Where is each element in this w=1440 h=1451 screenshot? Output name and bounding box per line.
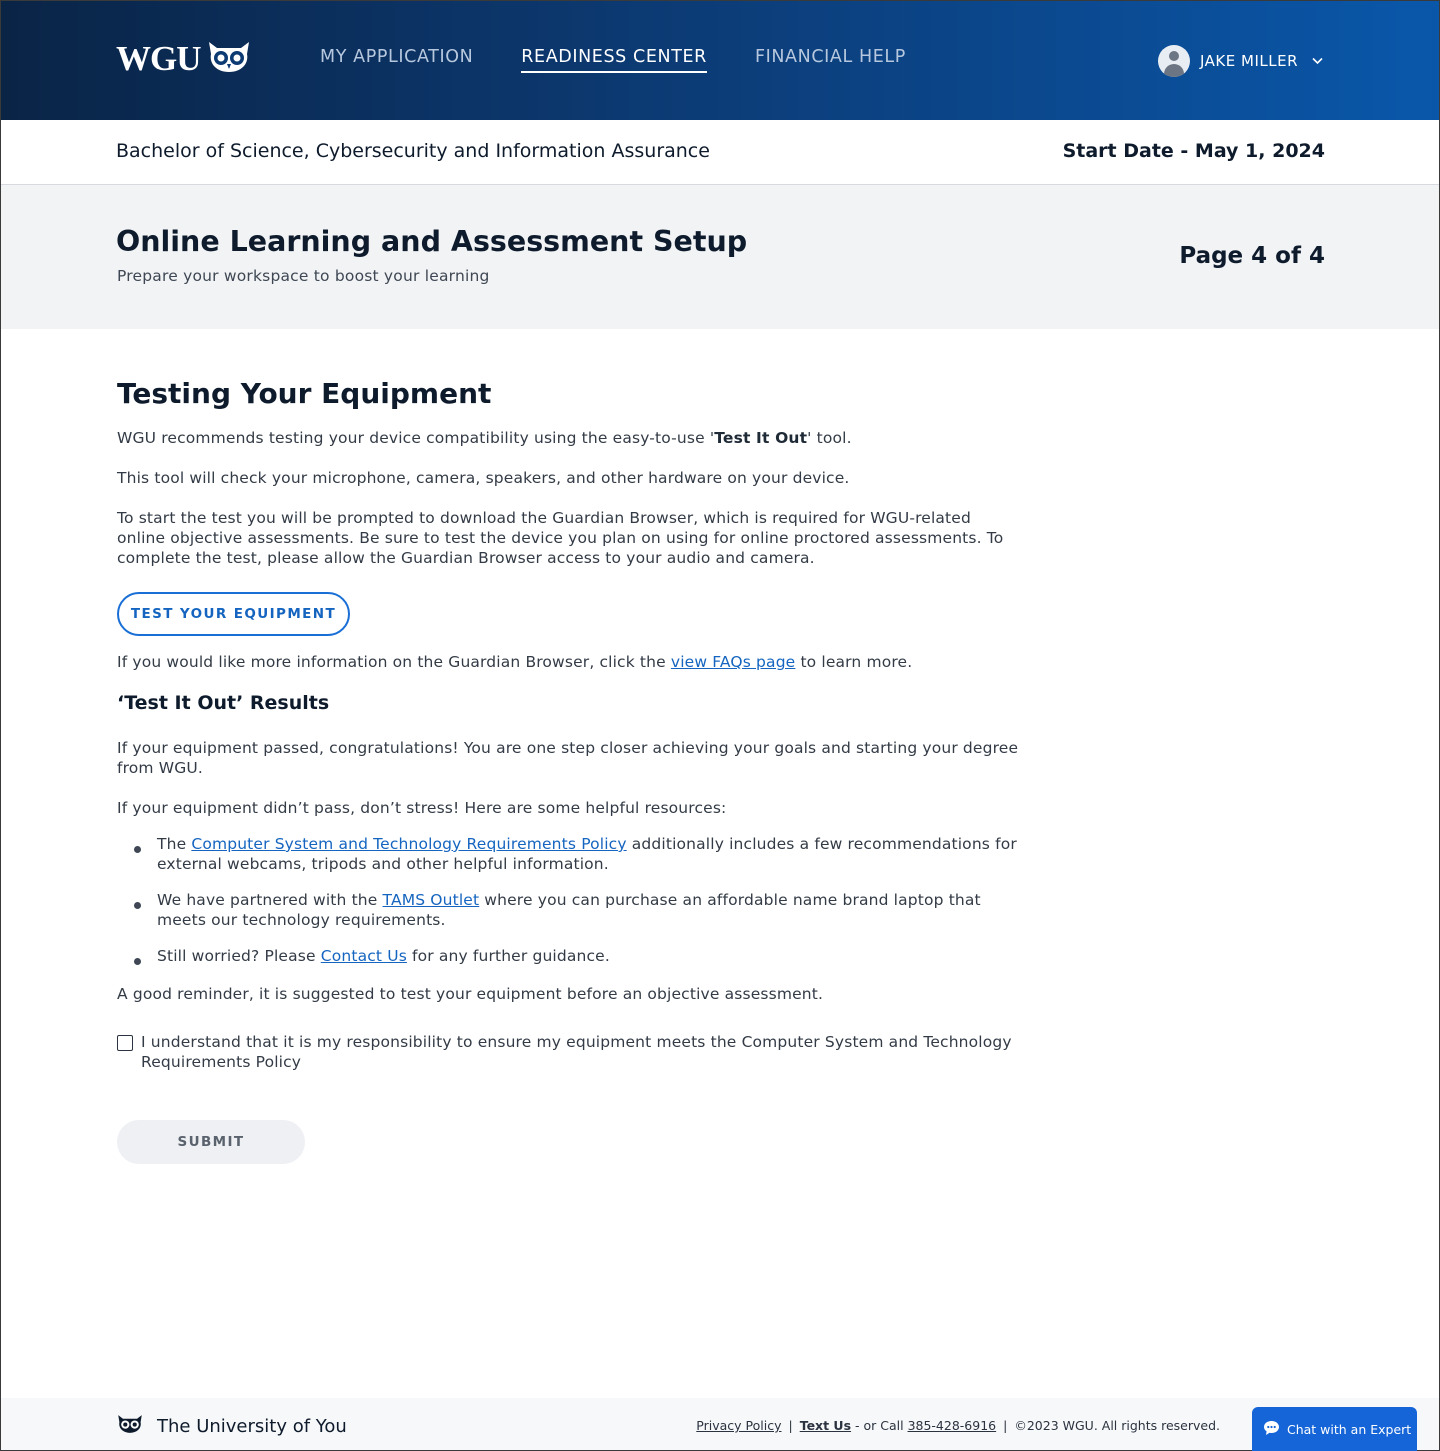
requirements-policy-link[interactable]: Computer System and Technology Requirements Policy [191, 835, 627, 853]
phone-link[interactable]: 385-428-6916 [907, 1418, 997, 1433]
intro-suffix: ' tool. [807, 429, 852, 447]
footer [1, 1398, 1439, 1450]
program-bar [1, 120, 1439, 185]
text-us-link[interactable]: Text Us [799, 1418, 852, 1433]
page-title: Online Learning and Assessment Setup [116, 225, 748, 258]
tool-check-paragraph: This tool will check your microphone, camera, speakers, and other hardware on your device. [117, 469, 850, 487]
section-title: Testing Your Equipment [117, 377, 492, 410]
footer-contact [800, 1418, 996, 1433]
list-item [117, 834, 1022, 874]
owl-logo-icon [207, 40, 251, 78]
footer-separator: | [788, 1418, 793, 1433]
list-item-prefix: The [157, 835, 192, 853]
privacy-policy-link[interactable]: Privacy Policy [696, 1418, 782, 1433]
wgu-logo[interactable] [116, 41, 251, 77]
guardian-info-paragraph: To start the test you will be prompted to download the Guardian Browser, which is required for WGU-related online objective assessments. Be sure to test the device you plan on using for online proctored assessments. To complete the test, please allow the Guardian Browser access to your audio and camera. [117, 509, 1004, 567]
faq-prefix: If you would like more information on the Guardian Browser, click the [117, 653, 671, 671]
intro-bold: Test It Out [714, 429, 808, 447]
submit-button[interactable]: SUBMIT [117, 1120, 305, 1164]
nav-readiness-center[interactable]: READINESS CENTER [521, 47, 707, 73]
user-avatar-icon [1158, 45, 1190, 77]
call-text: - or Call [851, 1418, 908, 1433]
program-name: Bachelor of Science, Cybersecurity and Information Assurance [116, 140, 710, 162]
top-navigation-bar [1, 1, 1439, 120]
intro-prefix: WGU recommends testing your device compatibility using the easy-to-use ' [117, 429, 715, 447]
logo-text: WGU [116, 39, 201, 78]
copyright: ©2023 WGU. All rights reserved. [1014, 1418, 1220, 1433]
nav-financial-help[interactable]: FINANCIAL HELP [754, 47, 906, 67]
list-item-prefix: We have partnered with the [157, 891, 383, 909]
intro-paragraph [117, 428, 1022, 448]
main-content [117, 377, 1022, 1164]
list-item-prefix: Still worried? Please [157, 947, 321, 965]
list-item-suffix: additionally includes a few recommendations for external webcams, tripods and other helpful information. [157, 835, 1017, 873]
page-header [1, 185, 1439, 329]
passed-paragraph: If your equipment passed, congratulations! You are one step closer achieving your goals and starting your degree from WGU. [117, 739, 1019, 777]
acknowledgement-row [117, 1032, 1022, 1072]
failed-paragraph: If your equipment didn’t pass, don’t stress! Here are some helpful resources: [117, 799, 727, 817]
reminder-paragraph: A good reminder, it is suggested to test your equipment before an objective assessment. [117, 985, 824, 1003]
list-item-suffix: where you can purchase an affordable name brand laptop that meets our technology requirements. [157, 891, 981, 929]
resources-list [117, 834, 1022, 966]
footer-links [696, 1418, 1220, 1433]
owl-icon [117, 1414, 143, 1438]
user-menu[interactable] [1158, 45, 1323, 77]
footer-brand [117, 1414, 347, 1438]
chat-with-expert-button[interactable] [1252, 1407, 1417, 1451]
main-nav [320, 47, 906, 73]
list-item [117, 946, 1022, 966]
test-equipment-button[interactable]: TEST YOUR EQUIPMENT [117, 592, 350, 636]
nav-my-application[interactable]: MY APPLICATION [320, 47, 474, 67]
user-name: JAKE MILLER [1200, 52, 1298, 70]
contact-us-link[interactable]: Contact Us [320, 947, 407, 965]
faq-suffix: to learn more. [795, 653, 913, 671]
footer-separator: | [1003, 1418, 1008, 1433]
page-count: Page 4 of 4 [1179, 243, 1325, 269]
acknowledgement-label[interactable]: I understand that it is my responsibility to ensure my equipment meets the Computer System and Technology Requirements Policy [141, 1033, 1012, 1071]
list-item-suffix: for any further guidance. [406, 947, 610, 965]
start-date: Start Date - May 1, 2024 [1062, 140, 1325, 162]
tams-outlet-link[interactable]: TAMS Outlet [382, 891, 480, 909]
list-item [117, 890, 1022, 930]
faq-paragraph [117, 652, 1022, 672]
results-title: ‘Test It Out’ Results [117, 692, 330, 714]
faq-link[interactable]: view FAQs page [670, 653, 796, 671]
chat-button-label: Chat with an Expert [1287, 1421, 1412, 1437]
chevron-down-icon [1312, 55, 1323, 68]
footer-tagline: The University of You [157, 1415, 347, 1437]
acknowledgement-checkbox[interactable] [117, 1035, 133, 1051]
chat-bubble-icon [1263, 1420, 1280, 1439]
page-subtitle: Prepare your workspace to boost your learning [117, 267, 490, 285]
